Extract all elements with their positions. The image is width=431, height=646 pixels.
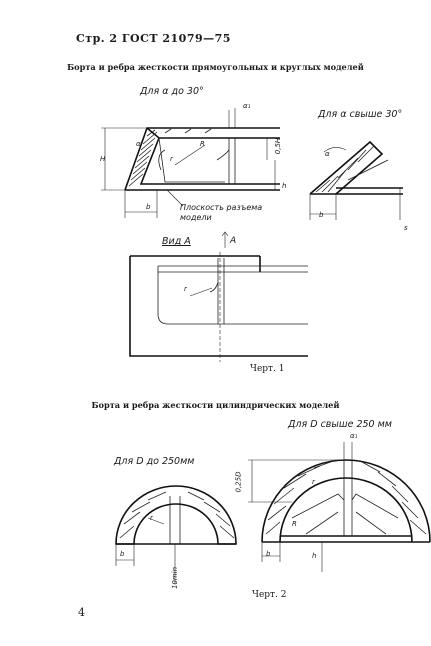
view-a-arrow bbox=[220, 230, 230, 250]
label-alpha-up-to-30: Для α до 30° bbox=[140, 86, 204, 97]
parting-plane-label: Плоскость разъема модели bbox=[180, 203, 263, 222]
figure-2-caption: Черт. 2 bbox=[252, 590, 287, 600]
dim-alpha: α bbox=[136, 140, 141, 148]
label-alpha-over-30: Для α свыше 30° bbox=[318, 109, 403, 120]
dim-r-large: r bbox=[312, 478, 315, 486]
dim-0-5H: 0,5H bbox=[274, 137, 283, 155]
dim-s: s bbox=[404, 224, 408, 232]
figure-1-caption: Черт. 1 bbox=[250, 364, 285, 374]
view-a-plan-drawing bbox=[130, 252, 310, 362]
dim-r-1: r bbox=[170, 155, 173, 163]
dim-r-small: r bbox=[150, 514, 153, 522]
dim-r-view-a: r bbox=[184, 285, 187, 293]
dim-b-right: b bbox=[319, 211, 324, 219]
figure-2-large-cylinder-drawing bbox=[252, 442, 431, 582]
dim-alpha1-1: α₁ bbox=[243, 102, 251, 110]
view-a-arrow-label: А bbox=[230, 236, 237, 246]
dim-alpha-right: α bbox=[325, 150, 330, 158]
dim-R-1: R bbox=[200, 140, 205, 148]
view-a-label: Вид А bbox=[162, 236, 191, 247]
section-2-title: Борта и ребра жесткости цилиндрических моделей bbox=[91, 400, 340, 410]
dim-R-large: R bbox=[292, 520, 297, 528]
dim-H: H bbox=[100, 155, 106, 163]
dim-h-large: h bbox=[312, 552, 317, 560]
page-number: 4 bbox=[78, 606, 85, 619]
document-header: Стр. 2 ГОСТ 21079—75 bbox=[76, 32, 231, 45]
dim-10min: 10min bbox=[171, 566, 180, 590]
dim-0-25D: 0,25D bbox=[234, 471, 243, 493]
dim-alpha1-large: α₁ bbox=[350, 432, 358, 440]
dim-b-small: b bbox=[120, 550, 125, 558]
dim-b-1: b bbox=[146, 203, 151, 211]
dim-b-large: b bbox=[266, 550, 271, 558]
label-d-up-to-250: Для D до 250мм bbox=[114, 456, 195, 467]
dim-h-1: h bbox=[282, 182, 287, 190]
section-1-title: Борта и ребра жесткости прямоугольных и круглых моделей bbox=[67, 62, 364, 72]
label-d-over-250: Для D свыше 250 мм bbox=[288, 419, 392, 430]
